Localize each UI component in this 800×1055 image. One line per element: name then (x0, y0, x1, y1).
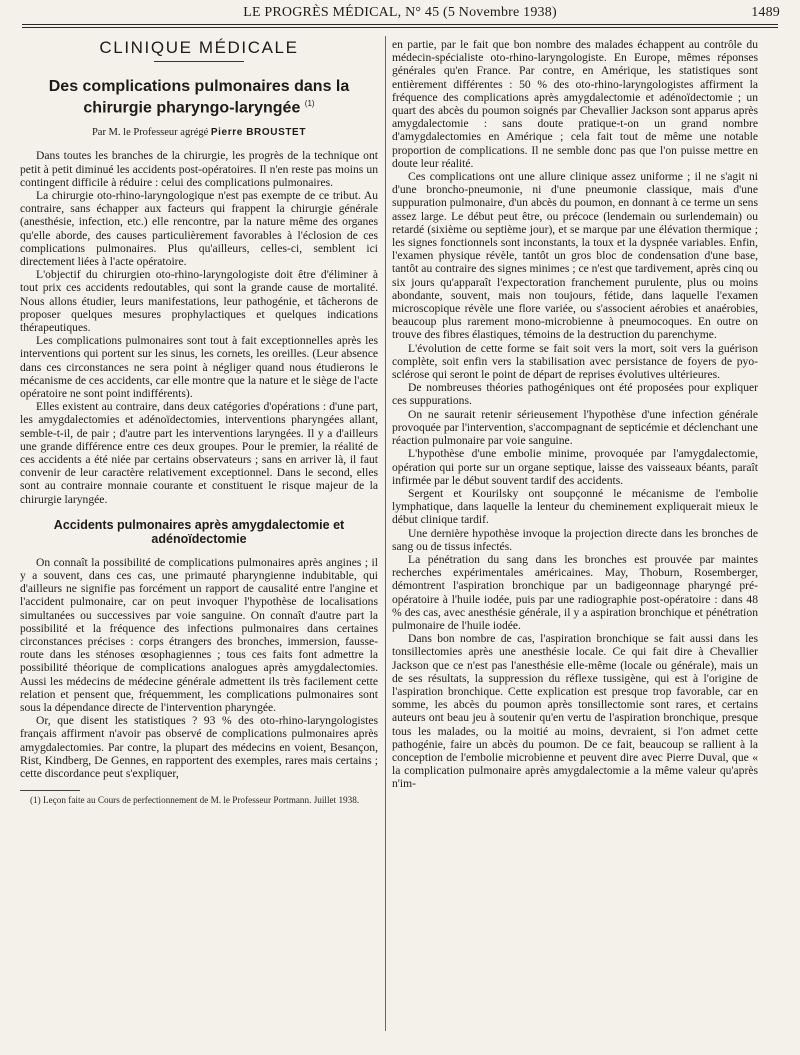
paragraph: L'objectif du chirurgien oto-rhino-laryngologiste doit être d'éliminer à tout prix ces accidents redoutables, qui sont la grande cause de mortalité. Nous allons étudier, leurs manifestations, leur pathogénie, et tâcherons de proposer quelques mesures prophylactiques et quelques indications thérapeutiques. (20, 268, 378, 334)
section-body (20, 556, 378, 780)
paragraph: L'hypothèse d'une embolie minime, provoquée par l'amygdalectomie, opération qui porte sur un organe septique, laisse des vaisseaux béants, paraît infirmée par le début souvent tardif des accidents. (392, 447, 758, 487)
header-rule (22, 24, 778, 28)
byline-author: Pierre BROUSTET (210, 127, 307, 139)
intro-body (20, 149, 378, 505)
left-column (20, 36, 378, 807)
paragraph: De nombreuses théories pathogéniques ont été proposées pour expliquer ces suppurations. (392, 381, 758, 408)
paragraph: Une dernière hypothèse invoque la projection directe dans les bronches de sang ou de tissus infectés. (392, 526, 758, 553)
running-title: LE PROGRÈS MÉDICAL, N° 45 (5 Novembre 1938) (243, 5, 557, 20)
footnote-rule (20, 790, 80, 791)
footnote: (1) Leçon faite au Cours de perfectionnement de M. le Professeur Portmann. Juillet 1938. (30, 795, 360, 806)
byline-prefix: Par M. le Professeur agrégé (91, 127, 209, 139)
article-title-text: Des complications pulmonaires dans la chirurgie pharyngo-laryngée (48, 78, 350, 117)
section-title: CLINIQUE MÉDICALE (99, 38, 299, 57)
byline (20, 126, 378, 139)
paragraph: La chirurgie oto-rhino-laryngologique n'est pas exempte de ce tribut. Au contraire, sans échapper aux facteurs qui frappent la chirurgie générale (anesthésie, infection, etc.) elle rencontre, par la nature même des organes qu'elle aborde, des causes particulièrement favorables à l'éclosion de ces complications pulmonaires. Plus qu'ailleurs, celles-ci, semblent ici directement liées à l'acte opératoire. (20, 188, 378, 268)
paragraph: Or, que disent les statistiques ? 93 % des oto-rhino-laryngologistes français affirment n'avoir pas observé de complications pulmonaires après amygdalectomies. Par contre, la plupart des médecins en voient, Besançon, Rist, Kindberg, De Gennes, en rapportent des exemples, rares mais certains ; cette discordance peut s'expliquer, (20, 714, 378, 781)
article-title (20, 78, 378, 116)
paragraph: L'évolution de cette forme se fait soit vers la mort, soit vers la guérison complète, soit enfin vers la stabilisation avec persistance de foyers de pyo-sclérose qui seront le point de départ de reprises évolutives ultérieures. (392, 341, 758, 382)
column-divider (385, 36, 386, 1031)
paragraph: On ne saurait retenir sérieusement l'hypothèse d'une infection générale provoquée par l'intervention, s'accompagnant de septicémie et déclenchant une réaction pulmonaire par voie sanguine. (392, 407, 758, 448)
paragraph: Ces complications ont une allure clinique assez uniforme ; il ne s'agit ni d'une broncho-pneumonie, ni d'une pneumonie classique, mais d'une suppuration pulmonaire, d'un abcès du poumon, en donnant à ce terme un sens assez large. Le début peut être, ou précoce (lendemain ou surlendemain) ou retardé (sixième ou septième jour), et se marque par une élévation thermique ; les signes fonctionnels sont inconstants, la toux et la dyspnée variables. Enfin, l'examen physique révèle, tantôt un gros bloc de condensation d'une base, tantôt au contraire des signes minimes ; ce n'est que tardivement, après cinq ou six jours qu'apparaît l'expectoration franchement purulente, plus ou moins abondante, souvent, mais non toujours, fétide, dans laquelle l'examen microscopique révèle une flore variée, ou s'associent aérobies et anaérobies, beaucoup plus rarement mono-microbienne à pneumocoques. En outre on trouve des fibres élastiques, témoins de la destruction du parenchyme. (392, 170, 758, 342)
paragraph: Sergent et Kourilsky ont soupçonné le mécanisme de l'embolie lymphatique, dans laquelle la lenteur du cheminement expliquerait mieux le début clinique tardif. (392, 486, 758, 527)
paragraph: La pénétration du sang dans les bronches est prouvée par maintes recherches expérimentales américaines. May, Thoburn, Rosemberger, démontrent l'aspiration bronchique par un badigeonnage pharyngé pré-opératoire à l'huile iodée, puis par une radiographie post-opératoire : dans 48 % des cas, avec anesthésie générale, il y a aspiration bronchique et pénétration pulmonaire de l'huile iodée. (392, 552, 758, 632)
section-rule (154, 61, 244, 62)
section-subheading: Accidents pulmonaires après amygdalectomie et adénoïdectomie (53, 517, 345, 546)
paragraph: en partie, par le fait que bon nombre des malades échappent au contrôle du médecin-spécialiste oto-rhino-laryngologiste. En Europe, mêmes réponses générales qu'en France. Par contre, en Amérique, les statistiques sont entièrement différentes : 50 % des oto-rhino-laryngologistes affirment la fréquence des complications après amygdalectomie et adénoïdectomie ; un quart des abcès du poumon soignés par Chevallier Jackson sont apparus après amygdalectomie : sans doute pratique-t-on un grand nombre d'amygdalectomies en Amérique ; cela fait tout de même une notable proportion de complications. Il ne semble donc pas que l'on puisse mettre en doute leur réalité. (392, 38, 758, 170)
paragraph: Elles existent au contraire, dans deux catégories d'opérations : d'une part, les amygdalectomies et adénoïdectomies, interventions pharyngées allant, semble-t-il, de pair ; d'autre part les interventions laryngées. Il y a d'ailleurs une grande différence entre ces deux groupes. Pour le premier, la réalité de ces accidents a été niée par certains observateurs ; sans en arriver là, il faut convenir de leur caractère relativement exceptionnel. Dans le second, elles sont au contraire monnaie courante et constituent le risque majeur de la chirurgie laryngée. (20, 400, 378, 506)
paragraph: Les complications pulmonaires sont tout à fait exceptionnelles après les interventions qui portent sur les sinus, les cornets, les oreilles. (Leur absence dans ces circonstances ne sera point à négliger quand nous étudierons le mécanisme de ces accidents, car elle montre que la nature et le siège de l'acte opératoire ne sont point indifférents). (20, 334, 378, 400)
page-number: 1489 (751, 5, 780, 20)
running-header (20, 5, 780, 23)
paragraph: Dans bon nombre de cas, l'aspiration bronchique se fait aussi dans les tonsillectomies après une anesthésie locale. Ce qui fait dire à Chevallier Jackson que ce n'est pas l'anesthésie elle-même (locale ou générale), mais un de ses résultats, la suppression du réflexe tussigène, qui est à l'origine de l'aspiration bronchique. Cette explication est presque trop favorable, car en somme, les abcès du poumon après tonsillectomie sont rares, et certains auteurs ont beau jeu à soutenir qu'en vertu de l'aspiration bronchique, presque tous les malades, ou la moitié au moins, devraient, si l'on admet cette pathogénie, faire un abcès du poumon. De ce fait, beaucoup se rallient à la conception de l'embolie microbienne et peuvent dire avec Pierre Duval, que « la complication pulmonaire après amygdalectomie a la même valeur qu'après n'im- (392, 632, 758, 791)
paragraph: On connaît la possibilité de complications pulmonaires après angines ; il y a souvent, dans ces cas, une primauté pharyngienne indubitable, qui d'ailleurs ne signifie pas forcément un rapport de causalité entre l'angine et l'accident pulmonaire, car on peut invoquer l'hypothèse de localisations simultanées ou successives par voie sanguine. On connaît d'autre part la possibilité et la fréquence des infections pulmonaires dans certaines circonstances précises : corps étrangers des bronches, immersion, fausse-route dans les sténoses œsophagiennes ; tous ces faits font admettre la possibilité théorique de complications analogues après amygdalectomies. Aussi les médecins de médecine générale admettent ils très facilement cette relation et pensent que, fréquemment, les complications pulmonaires sont sous la dépendance directe de l'intervention pharyngée. (20, 555, 378, 715)
right-column (392, 38, 758, 791)
article-title-footnote-ref: (1) (304, 99, 315, 108)
paragraph: Dans toutes les branches de la chirurgie, les progrès de la technique ont petit à petit diminué les accidents post-opératoires. Il n'en reste pas moins un contingent difficile à réduire : celui des complications pulmonaires. (20, 149, 378, 189)
